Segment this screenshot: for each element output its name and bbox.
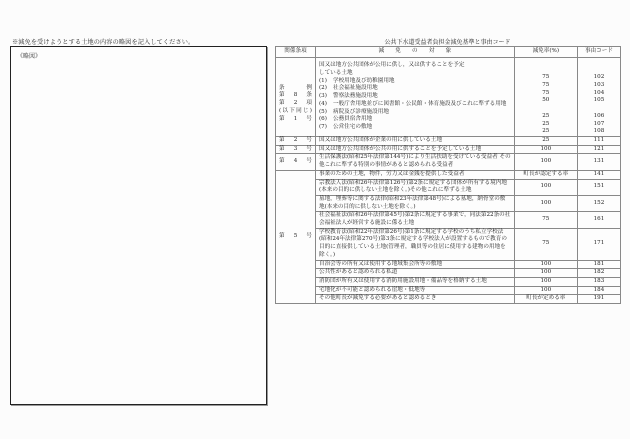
clause-cell-1 xyxy=(276,58,316,137)
code-value: 105 xyxy=(593,97,605,104)
table-row xyxy=(276,295,621,304)
item-number: (3) xyxy=(318,93,327,100)
item-number: (7) xyxy=(318,123,327,130)
target-cell: 学校教育法(昭和22年法律第26号)第1条に規定する学校のうち私立学校法(昭和24年法律第270号)第3条に規定する学校法人が設置するもので教育の目的に直接供している土地(管理者，職員等の住居に使用する建物の用地を除く。) xyxy=(315,228,514,260)
table-row-group-1 xyxy=(276,58,621,137)
code-value: 103 xyxy=(593,82,605,89)
target-cell: 自治会等の所有又は使用する地域集会所等の敷地 xyxy=(315,260,514,269)
sketch-instruction: ※減免を受けようとする土地の内容の略図を記入してください。 xyxy=(12,39,195,46)
target-cell: 国又は地方公共団体が企業の用に供している土地 xyxy=(315,136,514,145)
clause-line: (以下同じ) xyxy=(279,107,312,114)
rate-value: 25 xyxy=(542,120,550,127)
reduction-criteria-table xyxy=(275,46,621,304)
intro-line: している土地 xyxy=(318,70,353,77)
target-cell: 国又は地方公共団体が公共の用に供することを予定している土地 xyxy=(315,145,514,154)
target-cell-1 xyxy=(315,58,514,137)
code-cell: 182 xyxy=(577,269,620,278)
table-title: 公共下水道受益者負担金減免基準と事由コード xyxy=(384,39,511,46)
rate-cell: 町長が定める率 xyxy=(514,295,577,304)
target-cell: 墓地，埋葬等に関する法律(昭和23年法律第48号)による墓地，納骨堂の敷地(本来の目的に供しない土地を除く。) xyxy=(315,195,514,211)
table-row xyxy=(276,228,621,260)
item-number: (5) xyxy=(318,108,327,115)
code-cell: 111 xyxy=(577,136,620,145)
rate-cell: 100 xyxy=(514,179,577,195)
rate-value: 25 xyxy=(542,128,550,135)
code-cell: 161 xyxy=(577,212,620,228)
table-row xyxy=(276,286,621,295)
item-text: 学校用地及び幼稚園用地 xyxy=(332,77,395,84)
clause-cell-5: 第 5 号 xyxy=(276,170,316,303)
table-row xyxy=(276,277,621,286)
table-row xyxy=(276,154,621,170)
item-number: (4) xyxy=(318,100,327,107)
rate-cell: 100 xyxy=(514,260,577,269)
table-row xyxy=(276,260,621,269)
code-cell: 121 xyxy=(577,145,620,154)
clause-line: 第 2 項 xyxy=(279,100,312,107)
code-cell: 171 xyxy=(577,228,620,260)
item-text: 警察法務施設用地 xyxy=(332,93,378,100)
list-item xyxy=(319,116,511,124)
item-text: 一般庁舎用地並びに図書館・公民館・体育施設及びこれに準ずる用地 xyxy=(332,100,507,107)
code-value: 107 xyxy=(593,120,605,127)
clause-cell: 第 3 号 xyxy=(276,145,316,154)
target-cell: 宗教法人法(昭和26年法律第126号)第2条に規定する団体が所有する境内地(本来の目的に供しない土地を除く。)その他これに準ずる土地 xyxy=(315,179,514,195)
code-value: 108 xyxy=(593,128,605,135)
item-number: (6) xyxy=(318,116,327,123)
table-row xyxy=(276,269,621,278)
code-value: 104 xyxy=(593,89,605,96)
rate-value: 50 xyxy=(542,97,550,104)
rate-cell: 100 xyxy=(514,277,577,286)
rate-cell: 100 xyxy=(514,286,577,295)
rate-cell: 100 xyxy=(514,145,577,154)
rate-cell-1 xyxy=(514,58,577,137)
rate-value: 75 xyxy=(542,82,550,89)
header-rate: 減免率(%) xyxy=(514,47,577,58)
header-code: 事由コード xyxy=(577,47,620,58)
rate-cell: 75 xyxy=(514,212,577,228)
clause-line: 第 1 号 xyxy=(279,115,312,122)
header-clause: 関係条項 xyxy=(276,47,316,58)
clause-cell: 第 2 号 xyxy=(276,136,316,145)
header-target: 減 免 の 対 象 xyxy=(315,47,514,58)
rate-cell: 100 xyxy=(514,154,577,170)
clause-line: 第 8 条 xyxy=(279,92,312,99)
list-item xyxy=(319,101,511,109)
code-cell: 131 xyxy=(577,154,620,170)
table-row xyxy=(276,179,621,195)
code-cell: 191 xyxy=(577,295,620,304)
sketch-label: 《略図》 xyxy=(17,53,42,60)
list-item xyxy=(319,93,511,101)
rate-cell: 75 xyxy=(514,228,577,260)
clause-cell: 第 4 号 xyxy=(276,154,316,170)
code-cell: 183 xyxy=(577,277,620,286)
table-row xyxy=(276,170,621,179)
list-item xyxy=(319,85,511,93)
target-cell: その他町長が減免する必要があると認めるとき xyxy=(315,295,514,304)
item-text: 公営住宅の敷地 xyxy=(332,123,373,130)
item-text: 社会福祉施設用地 xyxy=(332,85,378,92)
target-cell: 公共性があると認められる私道 xyxy=(315,269,514,278)
sketch-area[interactable] xyxy=(10,46,267,405)
rate-cell: 100 xyxy=(514,195,577,211)
code-cell-1 xyxy=(577,58,620,137)
rate-cell: 町長が認定する率 xyxy=(514,170,577,179)
rate-value: 75 xyxy=(542,89,550,96)
code-cell: 151 xyxy=(577,179,620,195)
target-cell: 消防団が所有又は使用する消防用施設用地・備品等を格納する土地 xyxy=(315,277,514,286)
table-row xyxy=(276,145,621,154)
list-item xyxy=(319,124,511,132)
item-text: 公務員宿舎用地 xyxy=(332,116,373,123)
target-cell: 事業のための土地，物件，労力又は金銭を提供した受益者 xyxy=(315,170,514,179)
item-number: (2) xyxy=(318,85,327,92)
rate-value: 25 xyxy=(542,112,550,119)
rate-value: 75 xyxy=(542,74,550,81)
target-cell: 宅地化が不可能と認められる崖地・低地等 xyxy=(315,286,514,295)
item-text: 病院及び診療施設用地 xyxy=(332,108,389,115)
clause-line: 条 例 xyxy=(279,84,312,91)
target-cell: 生活保護法(昭和25年法律第144号)により生活扶助を受けている受益者 その他これに準ずる特別の事情があると認められる受益者 xyxy=(315,154,514,170)
rate-cell: 25 xyxy=(514,136,577,145)
item-number: (1) xyxy=(318,77,327,84)
code-cell: 184 xyxy=(577,286,620,295)
code-value: 106 xyxy=(593,112,605,119)
code-cell: 181 xyxy=(577,260,620,269)
table-row xyxy=(276,212,621,228)
target-cell: 社会福祉法(昭和26年法律第45号)第2条に規定する事業で，同法第22条の社会福祉法人が経営する施設に係る土地 xyxy=(315,212,514,228)
code-cell: 141 xyxy=(577,170,620,179)
code-value: 102 xyxy=(593,74,605,81)
table-row xyxy=(276,136,621,145)
code-cell: 152 xyxy=(577,195,620,211)
rate-cell: 100 xyxy=(514,269,577,278)
intro-line: 国又は地方公共団体が公用に供し，又は供することを予定 xyxy=(318,62,465,69)
header-row xyxy=(276,47,621,58)
table-row xyxy=(276,195,621,211)
